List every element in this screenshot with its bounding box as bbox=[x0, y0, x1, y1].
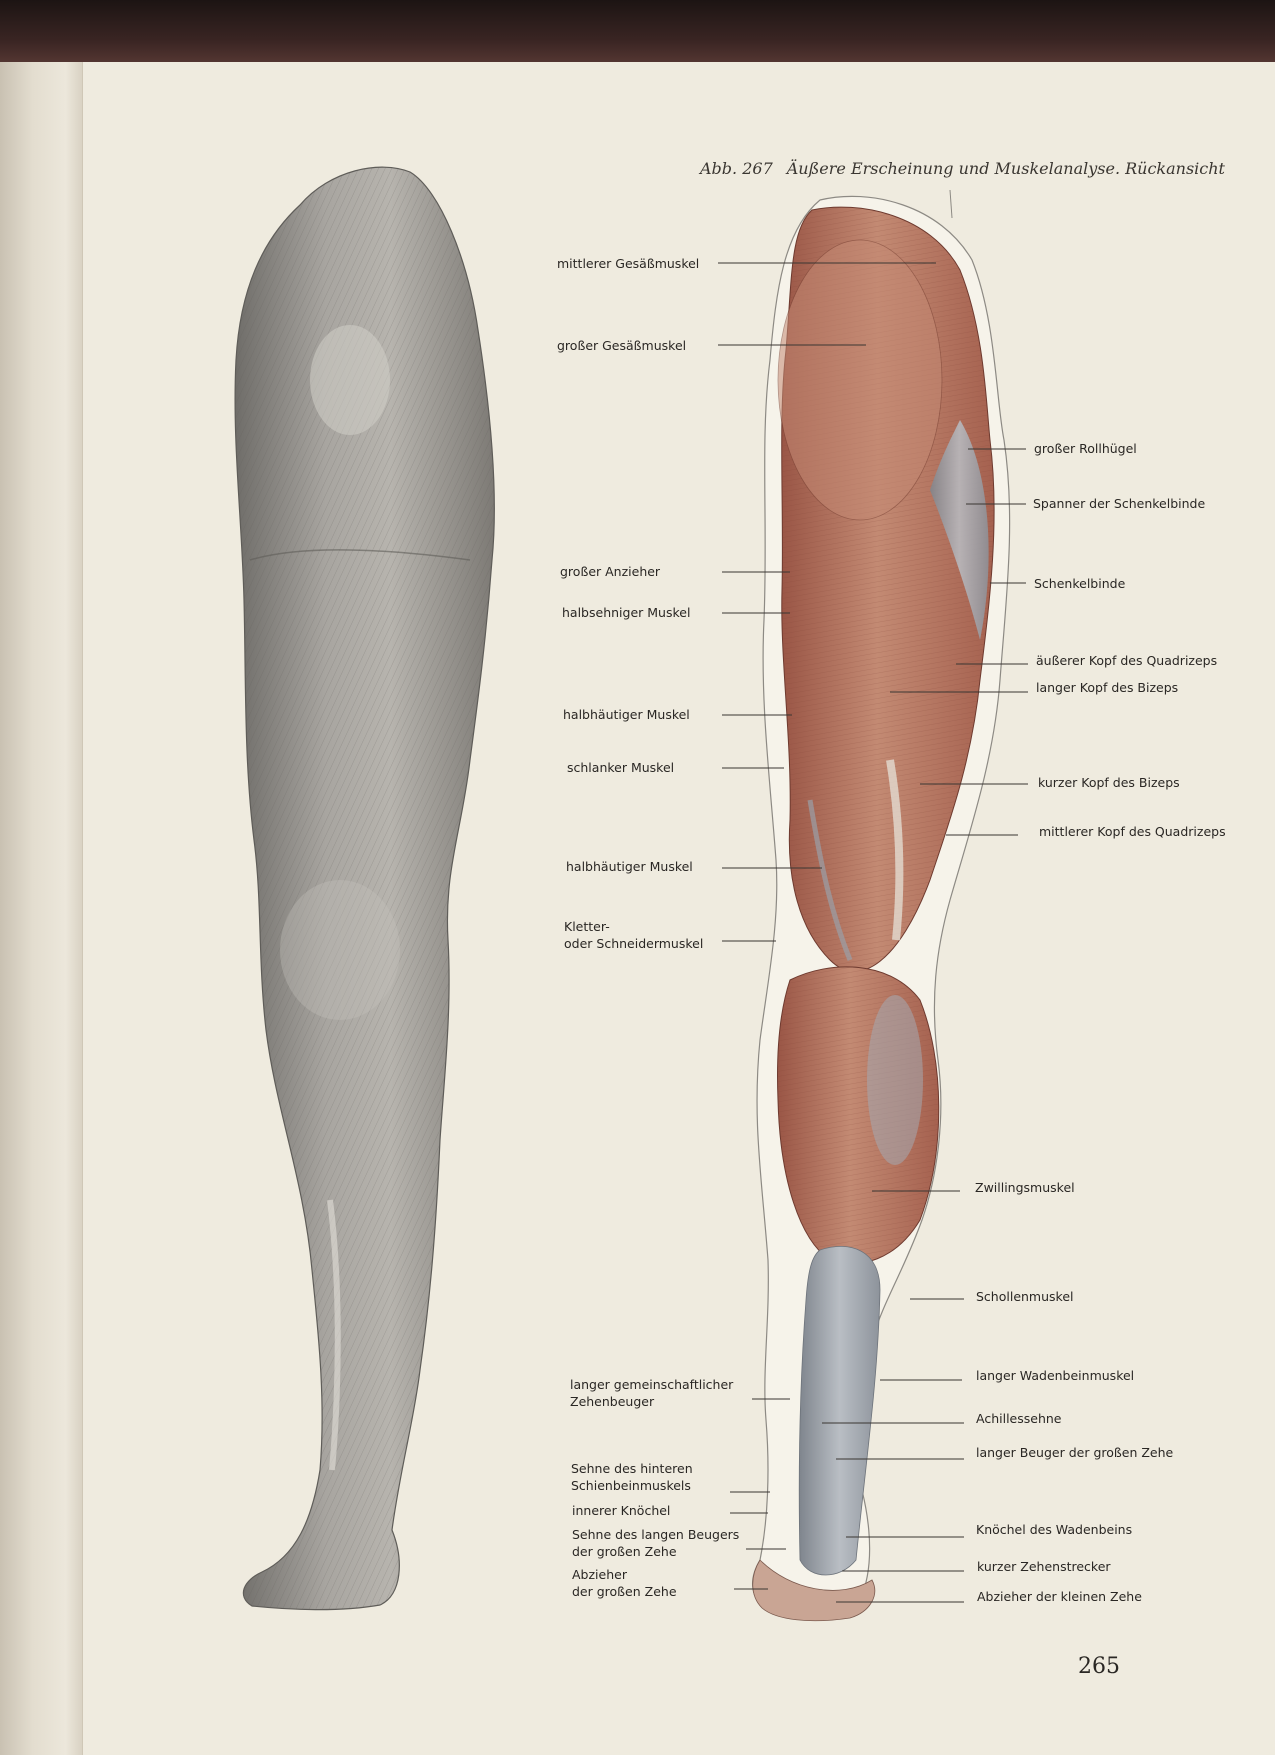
label-halbhaeutiger-muskel-1: halbhäutiger Muskel bbox=[563, 707, 690, 722]
label-kletter-schneidermuskel: Kletter- oder Schneidermuskel bbox=[564, 919, 704, 951]
label-langer-wadenbeinmuskel: langer Wadenbeinmuskel bbox=[976, 1368, 1135, 1383]
label-langer-beuger-grossen-zehe: langer Beuger der großen Zehe bbox=[976, 1445, 1174, 1460]
label-mittlerer-gesaessmuskel: mittlerer Gesäßmuskel bbox=[557, 256, 700, 271]
label-grosser-anzieher: großer Anzieher bbox=[560, 564, 661, 579]
label-abzieher-grossen-zehe: Abzieher der großen Zehe bbox=[572, 1567, 677, 1599]
label-mittlerer-kopf-quadrizeps: mittlerer Kopf des Quadrizeps bbox=[1039, 824, 1226, 839]
label-grosser-gesaessmuskel: großer Gesäßmuskel bbox=[557, 338, 687, 353]
label-kurzer-zehenstrecker: kurzer Zehenstrecker bbox=[977, 1559, 1111, 1574]
muscle-leg-illustration bbox=[753, 190, 1010, 1621]
label-aeusserer-kopf-quadrizeps: äußerer Kopf des Quadrizeps bbox=[1036, 653, 1218, 668]
label-langer-gemeinschaftlicher-zehenbeuger: langer gemeinschaftlicher Zehenbeuger bbox=[570, 1377, 734, 1409]
label-halbhaeutiger-muskel-2: halbhäutiger Muskel bbox=[566, 859, 693, 874]
label-halbsehniger-muskel: halbsehniger Muskel bbox=[562, 605, 691, 620]
label-schollenmuskel: Schollenmuskel bbox=[976, 1289, 1074, 1304]
label-abzieher-kleinen-zehe: Abzieher der kleinen Zehe bbox=[977, 1589, 1142, 1604]
pencil-leg-drawing bbox=[235, 167, 494, 1609]
label-langer-kopf-bizeps: langer Kopf des Bizeps bbox=[1036, 680, 1179, 695]
label-knoechel-wadenbeins: Knöchel des Wadenbeins bbox=[976, 1522, 1133, 1537]
label-kurzer-kopf-bizeps: kurzer Kopf des Bizeps bbox=[1038, 775, 1180, 790]
label-schenkelbinde: Schenkelbinde bbox=[1034, 576, 1126, 591]
label-sehne-hinteren-schienbeinmuskels: Sehne des hinteren Schienbeinmuskels bbox=[571, 1461, 693, 1493]
label-spanner-schenkelbinde: Spanner der Schenkelbinde bbox=[1033, 496, 1206, 511]
label-zwillingsmuskel: Zwillingsmuskel bbox=[975, 1180, 1075, 1195]
label-grosser-rollhuegel: großer Rollhügel bbox=[1034, 441, 1137, 456]
figure-title: Äußere Erscheinung und Muskelanalyse. Rückansicht bbox=[786, 159, 1225, 178]
label-sehne-langen-beugers: Sehne des langen Beugers der großen Zehe bbox=[572, 1527, 740, 1559]
label-innerer-knoechel: innerer Knöchel bbox=[572, 1503, 671, 1518]
label-schlanker-muskel: schlanker Muskel bbox=[567, 760, 675, 775]
label-achillessehne: Achillessehne bbox=[976, 1411, 1062, 1426]
figure-number: Abb. 267 bbox=[700, 159, 773, 178]
page-number: 265 bbox=[1078, 1654, 1120, 1679]
